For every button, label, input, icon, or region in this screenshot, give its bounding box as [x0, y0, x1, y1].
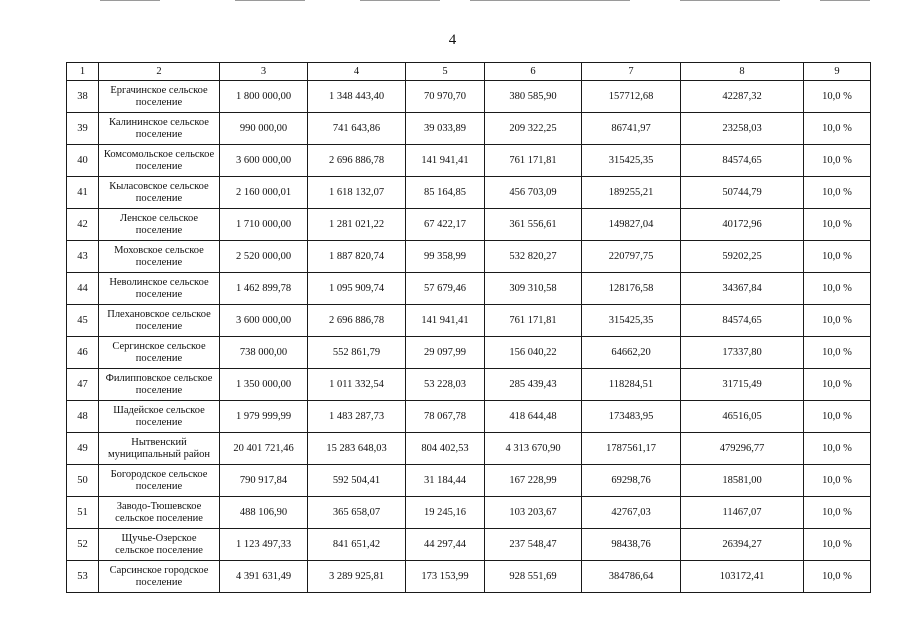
- col6-cell: 532 820,27: [485, 241, 582, 273]
- col8-cell: 103172,41: [681, 561, 804, 593]
- col8-cell: 59202,25: [681, 241, 804, 273]
- table-row: [67, 401, 871, 433]
- col6-cell: 361 556,61: [485, 209, 582, 241]
- table-row: [67, 305, 871, 337]
- col3-cell: 990 000,00: [220, 113, 308, 145]
- col8-cell: 40172,96: [681, 209, 804, 241]
- name-cell: Ергачинское сельское поселение: [99, 81, 220, 113]
- col6-cell: 309 310,58: [485, 273, 582, 305]
- col6-cell: 156 040,22: [485, 337, 582, 369]
- percent-cell: 10,0 %: [804, 497, 871, 529]
- col7-cell: 384786,64: [582, 561, 681, 593]
- col8-cell: 26394,27: [681, 529, 804, 561]
- col6-cell: 761 171,81: [485, 305, 582, 337]
- col7-cell: 149827,04: [582, 209, 681, 241]
- col8-cell: 34367,84: [681, 273, 804, 305]
- col3-cell: 1 800 000,00: [220, 81, 308, 113]
- top-scan-rule-3: [360, 0, 440, 1]
- col3-cell: 1 462 899,78: [220, 273, 308, 305]
- col5-cell: 99 358,99: [406, 241, 485, 273]
- column-header-1: 1: [67, 63, 99, 81]
- name-cell: Филипповское сельское поселение: [99, 369, 220, 401]
- col7-cell: 118284,51: [582, 369, 681, 401]
- percent-cell: 10,0 %: [804, 369, 871, 401]
- top-scan-rule-6: [820, 0, 870, 1]
- percent-cell: 10,0 %: [804, 273, 871, 305]
- name-cell: Шадейское сельское поселение: [99, 401, 220, 433]
- col7-cell: 189255,21: [582, 177, 681, 209]
- col8-cell: 46516,05: [681, 401, 804, 433]
- row-number-cell: 50: [67, 465, 99, 497]
- col8-cell: 11467,07: [681, 497, 804, 529]
- name-cell: Плехановское сельское поселение: [99, 305, 220, 337]
- row-number-cell: 40: [67, 145, 99, 177]
- col7-cell: 64662,20: [582, 337, 681, 369]
- col3-cell: 1 123 497,33: [220, 529, 308, 561]
- col3-cell: 3 600 000,00: [220, 305, 308, 337]
- col5-cell: 85 164,85: [406, 177, 485, 209]
- col4-cell: 1 483 287,73: [308, 401, 406, 433]
- percent-cell: 10,0 %: [804, 529, 871, 561]
- table-row: [67, 433, 871, 465]
- table-body: [67, 81, 871, 593]
- col6-cell: 237 548,47: [485, 529, 582, 561]
- col4-cell: 1 887 820,74: [308, 241, 406, 273]
- col8-cell: 31715,49: [681, 369, 804, 401]
- row-number-cell: 44: [67, 273, 99, 305]
- row-number-cell: 38: [67, 81, 99, 113]
- col8-cell: 42287,32: [681, 81, 804, 113]
- col6-cell: 103 203,67: [485, 497, 582, 529]
- name-cell: Ленское сельское поселение: [99, 209, 220, 241]
- name-cell: Сергинское сельское поселение: [99, 337, 220, 369]
- row-number-cell: 42: [67, 209, 99, 241]
- percent-cell: 10,0 %: [804, 337, 871, 369]
- col5-cell: 44 297,44: [406, 529, 485, 561]
- col4-cell: 365 658,07: [308, 497, 406, 529]
- col6-cell: 418 644,48: [485, 401, 582, 433]
- col7-cell: 42767,03: [582, 497, 681, 529]
- row-number-cell: 41: [67, 177, 99, 209]
- name-cell: Заводо-Тюшевское сельское поселение: [99, 497, 220, 529]
- top-scan-rule-5: [680, 0, 780, 1]
- col5-cell: 141 941,41: [406, 305, 485, 337]
- name-cell: Богородское сельское поселение: [99, 465, 220, 497]
- column-header-2: 2: [99, 63, 220, 81]
- row-number-cell: 51: [67, 497, 99, 529]
- col7-cell: 86741,97: [582, 113, 681, 145]
- table-row: [67, 209, 871, 241]
- col3-cell: 1 979 999,99: [220, 401, 308, 433]
- column-header-3: 3: [220, 63, 308, 81]
- col5-cell: 67 422,17: [406, 209, 485, 241]
- col5-cell: 804 402,53: [406, 433, 485, 465]
- col7-cell: 69298,76: [582, 465, 681, 497]
- col8-cell: 479296,77: [681, 433, 804, 465]
- col6-cell: 285 439,43: [485, 369, 582, 401]
- name-cell: Нытвенский муниципальный район: [99, 433, 220, 465]
- col4-cell: 741 643,86: [308, 113, 406, 145]
- row-number-cell: 47: [67, 369, 99, 401]
- header-row: [67, 63, 871, 81]
- column-header-4: 4: [308, 63, 406, 81]
- name-cell: Комсомольское сельское поселение: [99, 145, 220, 177]
- budget-table: [66, 62, 871, 593]
- col4-cell: 1 281 021,22: [308, 209, 406, 241]
- row-number-cell: 53: [67, 561, 99, 593]
- col7-cell: 157712,68: [582, 81, 681, 113]
- row-number-cell: 48: [67, 401, 99, 433]
- col5-cell: 53 228,03: [406, 369, 485, 401]
- col6-cell: 761 171,81: [485, 145, 582, 177]
- column-header-6: 6: [485, 63, 582, 81]
- col6-cell: 456 703,09: [485, 177, 582, 209]
- top-scan-rule-2: [235, 0, 305, 1]
- col7-cell: 315425,35: [582, 145, 681, 177]
- row-number-cell: 39: [67, 113, 99, 145]
- table-row: [67, 337, 871, 369]
- row-number-cell: 52: [67, 529, 99, 561]
- table-row: [67, 145, 871, 177]
- table-row: [67, 529, 871, 561]
- col5-cell: 29 097,99: [406, 337, 485, 369]
- col7-cell: 128176,58: [582, 273, 681, 305]
- col3-cell: 790 917,84: [220, 465, 308, 497]
- percent-cell: 10,0 %: [804, 433, 871, 465]
- col5-cell: 39 033,89: [406, 113, 485, 145]
- table-row: [67, 241, 871, 273]
- col6-cell: 380 585,90: [485, 81, 582, 113]
- table-row: [67, 81, 871, 113]
- percent-cell: 10,0 %: [804, 81, 871, 113]
- table-row: [67, 497, 871, 529]
- col3-cell: 2 520 000,00: [220, 241, 308, 273]
- column-header-7: 7: [582, 63, 681, 81]
- percent-cell: 10,0 %: [804, 401, 871, 433]
- page-number: 4: [448, 32, 457, 48]
- col5-cell: 31 184,44: [406, 465, 485, 497]
- col7-cell: 315425,35: [582, 305, 681, 337]
- col6-cell: 4 313 670,90: [485, 433, 582, 465]
- column-header-9: 9: [804, 63, 871, 81]
- col3-cell: 1 710 000,00: [220, 209, 308, 241]
- col6-cell: 928 551,69: [485, 561, 582, 593]
- percent-cell: 10,0 %: [804, 145, 871, 177]
- name-cell: Сарсинское городское поселение: [99, 561, 220, 593]
- col4-cell: 552 861,79: [308, 337, 406, 369]
- col5-cell: 57 679,46: [406, 273, 485, 305]
- col4-cell: 15 283 648,03: [308, 433, 406, 465]
- col5-cell: 19 245,16: [406, 497, 485, 529]
- col5-cell: 70 970,70: [406, 81, 485, 113]
- col3-cell: 1 350 000,00: [220, 369, 308, 401]
- col8-cell: 23258,03: [681, 113, 804, 145]
- table-row: [67, 177, 871, 209]
- table-row: [67, 113, 871, 145]
- col5-cell: 173 153,99: [406, 561, 485, 593]
- col7-cell: 1787561,17: [582, 433, 681, 465]
- top-scan-rule-4: [470, 0, 630, 1]
- row-number-cell: 45: [67, 305, 99, 337]
- percent-cell: 10,0 %: [804, 305, 871, 337]
- name-cell: Неволинское сельское поселение: [99, 273, 220, 305]
- col8-cell: 50744,79: [681, 177, 804, 209]
- name-cell: Кыласовское сельское поселение: [99, 177, 220, 209]
- name-cell: Щучье-Озерское сельское поселение: [99, 529, 220, 561]
- col4-cell: 2 696 886,78: [308, 145, 406, 177]
- percent-cell: 10,0 %: [804, 241, 871, 273]
- col8-cell: 18581,00: [681, 465, 804, 497]
- col6-cell: 167 228,99: [485, 465, 582, 497]
- col3-cell: 488 106,90: [220, 497, 308, 529]
- col7-cell: 173483,95: [582, 401, 681, 433]
- percent-cell: 10,0 %: [804, 113, 871, 145]
- percent-cell: 10,0 %: [804, 465, 871, 497]
- name-cell: Калининское сельское поселение: [99, 113, 220, 145]
- percent-cell: 10,0 %: [804, 209, 871, 241]
- row-number-cell: 49: [67, 433, 99, 465]
- col4-cell: 1 011 332,54: [308, 369, 406, 401]
- percent-cell: 10,0 %: [804, 177, 871, 209]
- col5-cell: 141 941,41: [406, 145, 485, 177]
- col4-cell: 592 504,41: [308, 465, 406, 497]
- col3-cell: 20 401 721,46: [220, 433, 308, 465]
- col4-cell: 1 348 443,40: [308, 81, 406, 113]
- col4-cell: 3 289 925,81: [308, 561, 406, 593]
- col3-cell: 3 600 000,00: [220, 145, 308, 177]
- col3-cell: 738 000,00: [220, 337, 308, 369]
- col4-cell: 2 696 886,78: [308, 305, 406, 337]
- table-row: [67, 465, 871, 497]
- column-header-5: 5: [406, 63, 485, 81]
- percent-cell: 10,0 %: [804, 561, 871, 593]
- col4-cell: 841 651,42: [308, 529, 406, 561]
- row-number-cell: 46: [67, 337, 99, 369]
- table-row: [67, 369, 871, 401]
- col4-cell: 1 095 909,74: [308, 273, 406, 305]
- col7-cell: 98438,76: [582, 529, 681, 561]
- table-row: [67, 273, 871, 305]
- table-row: [67, 561, 871, 593]
- name-cell: Моховское сельское поселение: [99, 241, 220, 273]
- column-header-8: 8: [681, 63, 804, 81]
- col8-cell: 84574,65: [681, 145, 804, 177]
- col4-cell: 1 618 132,07: [308, 177, 406, 209]
- row-number-cell: 43: [67, 241, 99, 273]
- col6-cell: 209 322,25: [485, 113, 582, 145]
- col5-cell: 78 067,78: [406, 401, 485, 433]
- top-scan-rule-1: [100, 0, 160, 1]
- col7-cell: 220797,75: [582, 241, 681, 273]
- col3-cell: 2 160 000,01: [220, 177, 308, 209]
- col8-cell: 84574,65: [681, 305, 804, 337]
- col8-cell: 17337,80: [681, 337, 804, 369]
- col3-cell: 4 391 631,49: [220, 561, 308, 593]
